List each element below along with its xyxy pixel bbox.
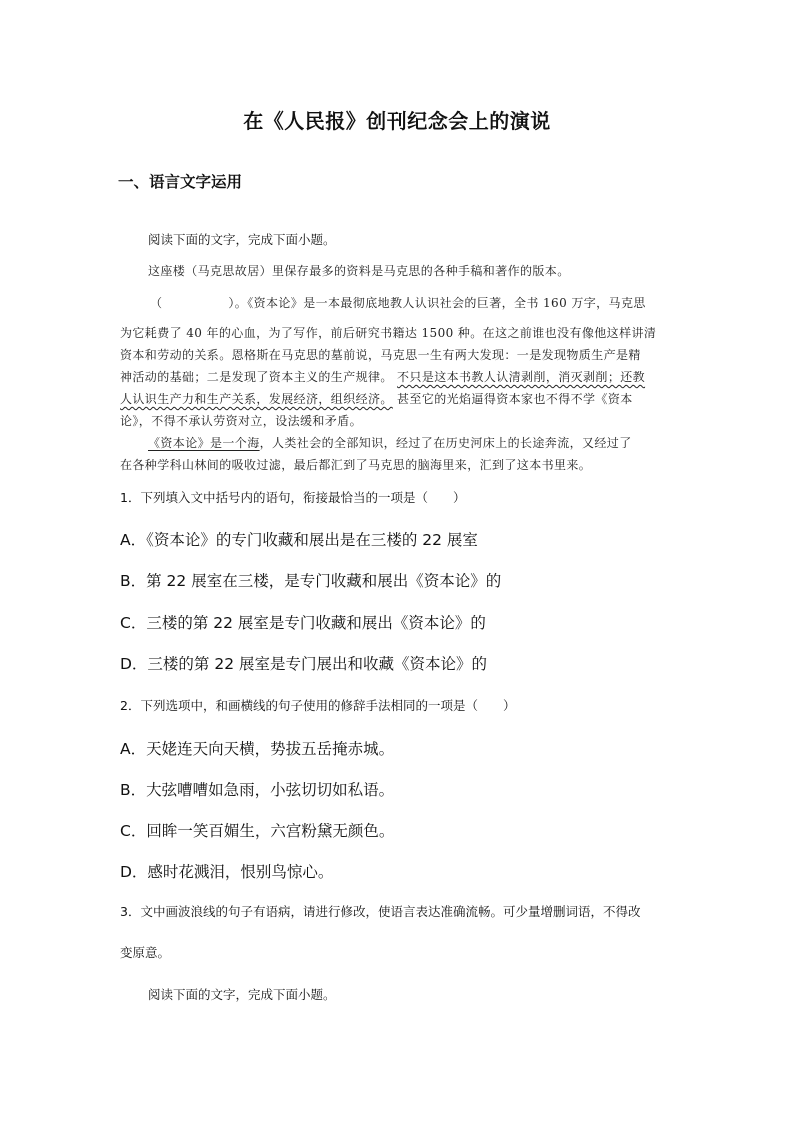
passage-line: 为它耗费了 40 年的心血，为了写作，前后研究书籍达 1500 种。在这之前谁也没有像他这样讲清 (120, 326, 657, 340)
passage-line: 在各种学科山林间的吸收过滤，最后都汇到了马克思的脑海里来，汇到了这本书里来。 (120, 458, 592, 472)
passage-line (148, 434, 632, 451)
passage-line (150, 294, 646, 311)
option-d: D．感时花溅泪，恨别鸟惊心。 (120, 863, 334, 881)
question-stem: 变原意。 (120, 945, 171, 960)
passage-line: 资本和劳动的关系。恩格斯在马克思的墓前说，马克思一生有两大发现：一是发现物质生产是精 (120, 348, 641, 362)
option-a: A．天姥连天向天横，势拔五岳掩赤城。 (120, 740, 395, 758)
reading-instruction: 阅读下面的文字，完成下面小题。 (148, 987, 336, 1002)
passage-text: 神活动的基础；二是发现了资本主义的生产规律。 (120, 370, 393, 384)
question-stem: 2．下列选项中，和画横线的句子使用的修辞手法相同的一项是（ ） (120, 698, 516, 713)
underlined-sentence: 《资本论》是一个海 (148, 436, 260, 450)
section-heading: 一、语言文字运用 (118, 173, 243, 191)
passage-line (120, 368, 645, 385)
passage-text: ，人类社会的全部知识，经过了在历史河床上的长途奔流，又经过了 (259, 436, 632, 450)
option-d: D．三楼的第 22 展室是专门展出和收藏《资本论》的 (120, 655, 488, 673)
wavy-underlined-sentence: 人认识生产力和生产关系，发展经济，组织经济。 (120, 392, 393, 406)
page-title: 在《人民报》创刊纪念会上的演说 (243, 109, 551, 133)
passage-text: 甚至它的光焰逼得资本家也不得不学《资本 (397, 392, 633, 406)
option-c: C．三楼的第 22 展室是专门收藏和展出《资本论》的 (120, 614, 486, 632)
option-c: C．回眸一笑百媚生，六宫粉黛无颜色。 (120, 822, 395, 840)
option-b: B．第 22 展室在三楼，是专门收藏和展出《资本论》的 (120, 572, 502, 590)
question-stem: 3．文中画波浪线的句子有语病，请进行修改，使语言表达准确流畅。可少量增删词语，不得改 (120, 904, 641, 919)
question-stem: 1．下列填入文中括号内的语句，衔接最恰当的一项是（ ） (120, 490, 466, 505)
passage-line: 这座楼（马克思故居）里保存最多的资料是马克思的各种手稿和著作的版本。 (148, 264, 570, 278)
wavy-underlined-sentence: 不只是这本书教人认清剥削，消灭剥削；还教 (397, 370, 646, 384)
option-a: A．《资本论》的专门收藏和展出是在三楼的 22 展室 (120, 531, 478, 549)
option-b: B．大弦嘈嘈如急雨，小弦切切如私语。 (120, 781, 395, 799)
passage-line: 论》，不得不承认劳资对立，设法缓和矛盾。 (120, 414, 363, 428)
blank-open-paren: （ (150, 296, 163, 310)
passage-text: ）。《资本论》是一本最彻底地教人认识社会的巨著，全书 160 万字，马克思 (228, 296, 646, 310)
passage-line (120, 390, 633, 407)
reading-instruction: 阅读下面的文字，完成下面小题。 (148, 232, 336, 247)
